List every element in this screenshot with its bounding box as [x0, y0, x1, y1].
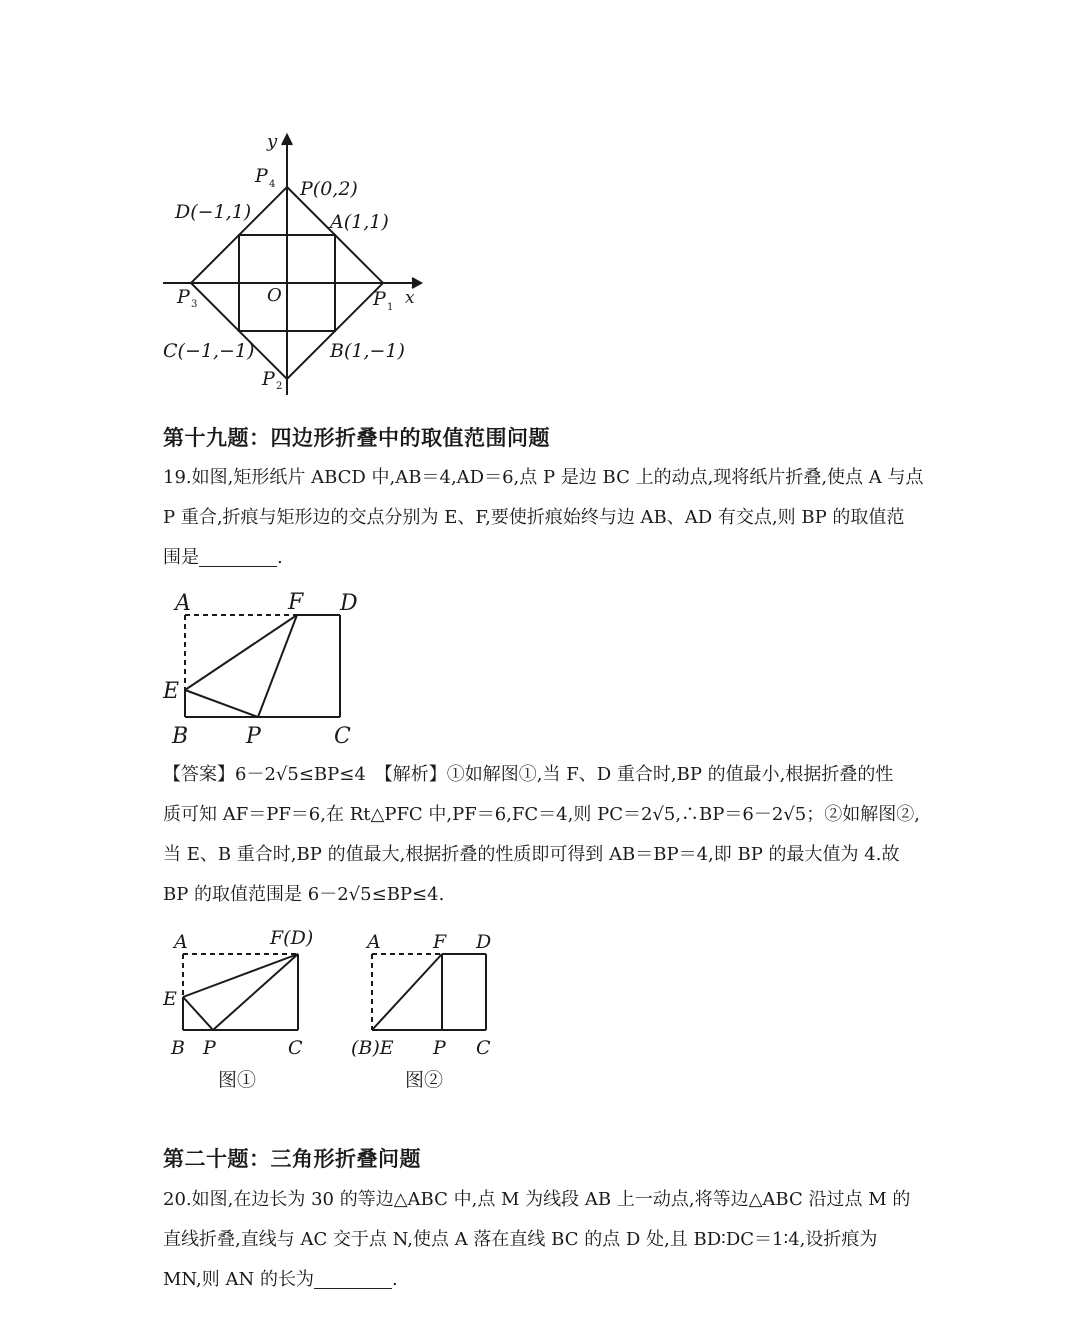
- p2-label: P: [262, 368, 275, 390]
- y-axis-label: y: [267, 131, 278, 152]
- fig1-e: E: [163, 988, 177, 1010]
- q19-figure: [160, 585, 380, 750]
- q19-line1: 19.如图,矩形纸片 ABCD 中,AB＝4,AD＝6,点 P 是边 BC 上的动点,现将纸片折叠,使点 A 与点: [163, 467, 924, 488]
- p-top-label: P(0,2): [300, 178, 358, 200]
- q20-answer-blank: [314, 1270, 392, 1289]
- solution-figure-1: [158, 922, 333, 1097]
- q19-fig-a: A: [175, 591, 191, 616]
- a-label: A(1,1): [330, 211, 389, 233]
- q19-line3-b: .: [277, 547, 283, 568]
- q20-line3: [163, 1260, 963, 1300]
- fig2-d: D: [476, 931, 492, 953]
- p2-sub: 2: [276, 381, 283, 392]
- q19-line3-a: 围是: [163, 547, 199, 568]
- fig2-a: A: [367, 931, 381, 953]
- p4-label: P: [255, 165, 268, 187]
- q20-line2: 直线折叠,直线与 AC 交于点 N,使点 A 落在直线 BC 的点 D 处,且 BD∶DC＝1∶4,设折痕为: [163, 1229, 878, 1250]
- q20-line1: 20.如图,在边长为 30 的等边△ABC 中,点 M 为线段 AB 上一动点,将等边△ABC 沿过点 M 的: [163, 1189, 911, 1210]
- fig1-caption: 图①: [218, 1069, 257, 1091]
- q19-fig-d: D: [340, 591, 358, 616]
- solution-figure-2: [345, 922, 520, 1097]
- q19-text: [163, 458, 963, 578]
- q20-text: [163, 1180, 963, 1300]
- fig1-b: B: [171, 1037, 185, 1059]
- fig2-be: (B)E: [351, 1037, 394, 1059]
- q19-fig-e: E: [163, 679, 180, 704]
- fig2-c: C: [476, 1037, 491, 1059]
- p3-sub: 3: [191, 299, 198, 310]
- fig1-c: C: [288, 1037, 303, 1059]
- p3-label: P: [177, 286, 190, 308]
- c-label: C(−1,−1): [163, 340, 255, 362]
- fig1-p: P: [203, 1037, 216, 1059]
- d-label: D(−1,1): [175, 201, 252, 223]
- origin-label: O: [267, 285, 282, 306]
- q19-line2: P 重合,折痕与矩形边的交点分别为 E、F,要使折痕始终与边 AB、AD 有交点,则 BP 的取值范: [163, 507, 905, 528]
- answer-line3: 当 E、B 重合时,BP 的值最大,根据折叠的性质即可得到 AB＝BP＝4,即 BP 的最大值为 4.故: [163, 844, 900, 865]
- answer-line4: BP 的取值范围是 6－2√5≤BP≤4.: [163, 884, 445, 905]
- q19-heading: 第十九题：四边形折叠中的取值范围问题: [163, 426, 550, 450]
- q19-answer: [163, 755, 963, 915]
- q19-fig-b: B: [172, 724, 189, 749]
- fig2-caption: 图②: [405, 1069, 444, 1091]
- coordinate-figure: [150, 125, 440, 400]
- fig1-fd: F(D): [270, 927, 314, 949]
- q19-line3: [163, 538, 963, 578]
- b-label: B(1,−1): [330, 340, 405, 362]
- q19-fig-c: C: [334, 724, 351, 749]
- p1-sub: 1: [387, 302, 394, 313]
- fig2-f: F: [433, 931, 447, 953]
- answer-line1: 【答案】6－2√5≤BP≤4 【解析】①如解图①,当 F、D 重合时,BP 的值最小,根据折叠的性: [163, 764, 894, 785]
- fig1-a: A: [174, 931, 188, 953]
- fig2-p: P: [433, 1037, 446, 1059]
- q19-fig-f: F: [288, 590, 304, 615]
- p4-sub: 4: [269, 179, 276, 190]
- p1-label: P: [373, 288, 386, 310]
- q20-heading: 第二十题：三角形折叠问题: [163, 1147, 421, 1171]
- q20-line3-b: .: [391, 1269, 398, 1290]
- x-axis-label: x: [405, 288, 415, 308]
- answer-line2: 质可知 AF＝PF＝6,在 Rt△PFC 中,PF＝6,FC＝4,则 PC＝2√5,∴BP＝6－2√5；②如解图②,: [163, 804, 920, 825]
- q19-fig-p: P: [246, 724, 261, 749]
- answer-blank: [199, 548, 277, 567]
- q20-line3-a: MN,则 AN 的长为: [163, 1269, 314, 1290]
